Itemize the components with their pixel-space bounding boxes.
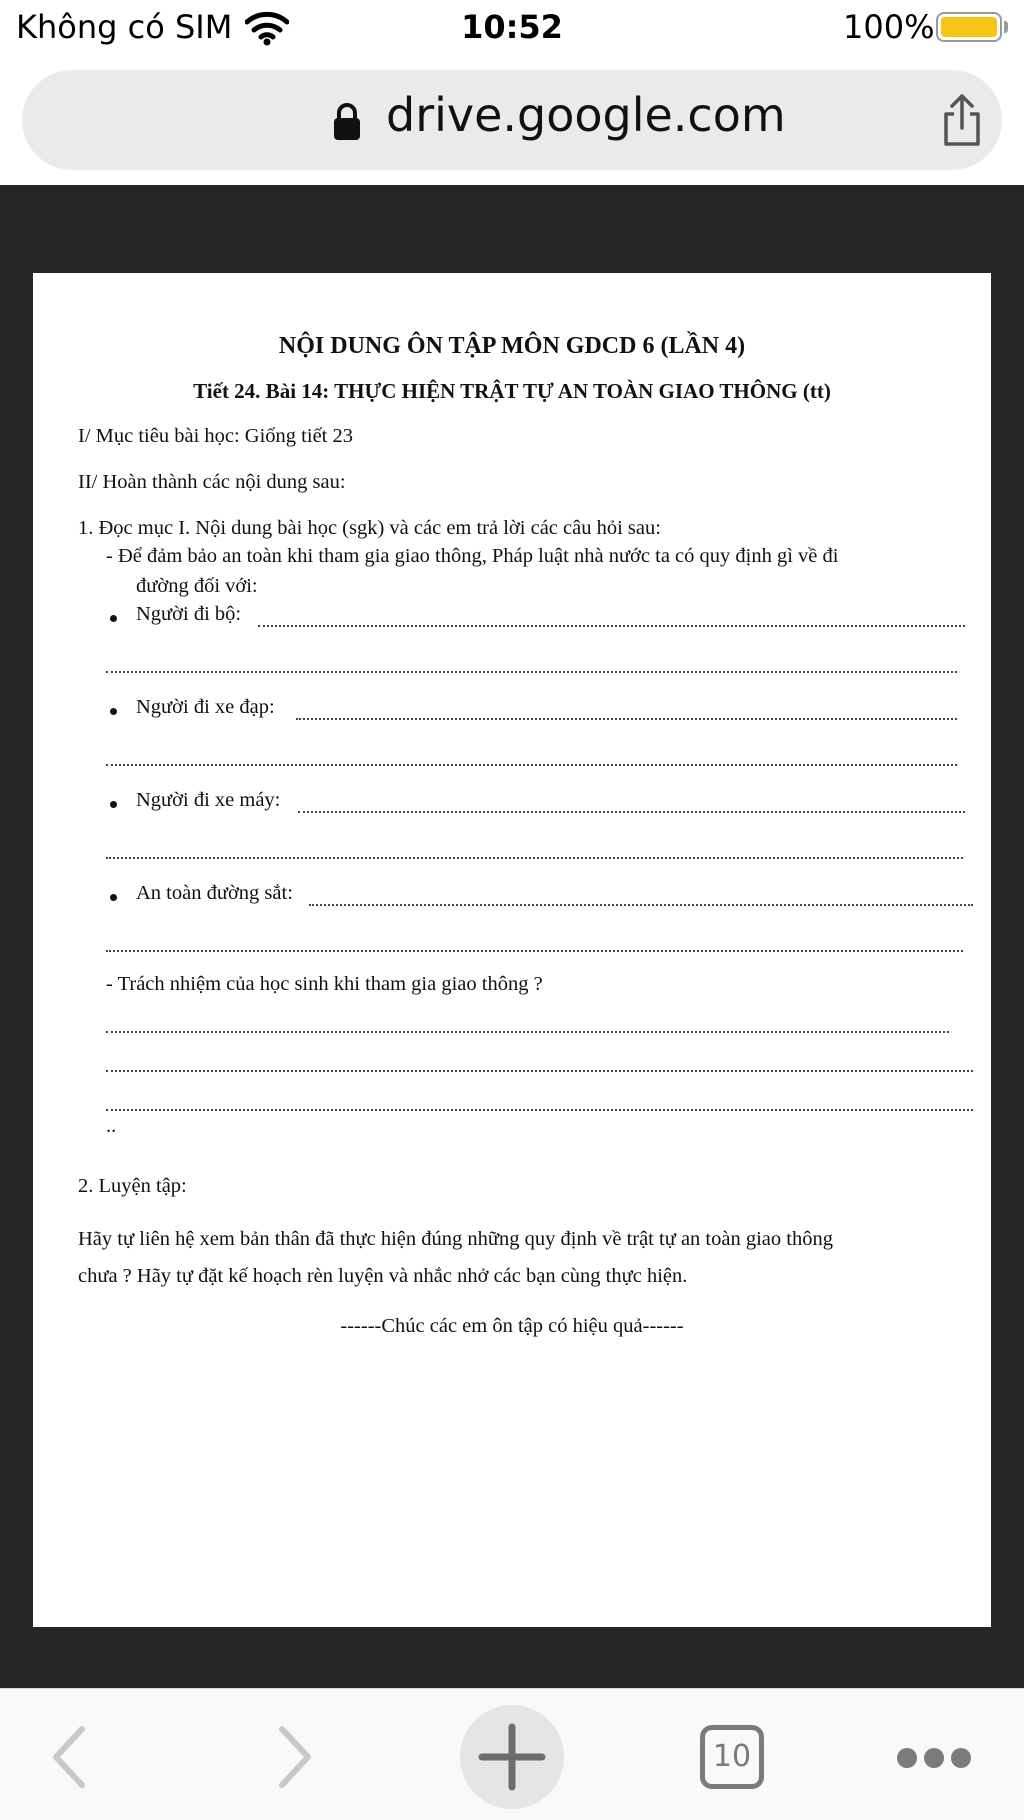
bullet-railway: An toàn đường sắt: (136, 882, 293, 904)
answer-line (106, 764, 957, 766)
chevron-right-icon[interactable] (264, 1721, 320, 1793)
document-subtitle: Tiết 24. Bài 14: THỰC HIỆN TRẬT TỰ AN TOÀN GIAO THÔNG (tt) (193, 379, 831, 403)
answer-line (296, 718, 957, 720)
answer-line (106, 1070, 973, 1072)
new-tab-button[interactable] (460, 1705, 564, 1809)
dash-question-1: - Để đảm bảo an toàn khi tham gia giao thông, Pháp luật nhà nước ta có quy định gì về đi (106, 545, 839, 567)
url-domain[interactable]: drive.google.com (386, 88, 786, 142)
more-dots-icon[interactable] (894, 1745, 974, 1771)
answer-line (106, 1109, 973, 1111)
answer-line (106, 950, 963, 952)
bullet-motorbike: Người đi xe máy: (136, 789, 281, 811)
battery-percent: 100% (843, 8, 935, 46)
carrier-label: Không có SIM (16, 8, 233, 46)
task-item-2: 2. Luyện tập: (78, 1175, 187, 1197)
lock-icon (332, 102, 362, 142)
trailing-dots: .. (106, 1115, 117, 1137)
chevron-left-icon[interactable] (44, 1721, 100, 1793)
dash-question-2: - Trách nhiệm của học sinh khi tham gia giao thông ? (106, 973, 543, 995)
tab-count: 10 (712, 1739, 752, 1774)
practice-line-2: chưa ? Hãy tự đặt kế hoạch rèn luyện và nhắc nhở các bạn cùng thực hiện. (78, 1265, 688, 1287)
document-viewer[interactable] (0, 185, 1024, 1688)
bullet-marker (110, 894, 117, 901)
closing-line: ------Chúc các em ôn tập có hiệu quả------ (340, 1315, 684, 1337)
dash-question-1-cont: đường đối với: (136, 575, 258, 597)
practice-line-1: Hãy tự liên hệ xem bản thân đã thực hiện đúng những quy định về trật tự an toàn giao thông (78, 1228, 833, 1250)
address-bar[interactable] (22, 70, 1002, 170)
bullet-pedestrian: Người đi bộ: (136, 603, 242, 625)
battery-tip (1004, 21, 1008, 33)
battery-icon (936, 12, 1002, 42)
share-icon[interactable] (938, 92, 986, 148)
answer-line (106, 857, 963, 859)
bullet-marker (110, 708, 117, 715)
answer-line (298, 811, 965, 813)
document-title: NỘI DUNG ÔN TẬP MÔN GDCD 6 (LẦN 4) (278, 333, 746, 359)
bullet-bicycle: Người đi xe đạp: (136, 696, 275, 718)
section-objectives: I/ Mục tiêu bài học: Giống tiết 23 (78, 425, 353, 447)
section-tasks: II/ Hoàn thành các nội dung sau: (78, 471, 346, 493)
bullet-marker (110, 615, 117, 622)
bottom-toolbar (0, 1688, 1024, 1820)
answer-line (106, 671, 957, 673)
bullet-marker (110, 801, 117, 808)
battery-fill (941, 17, 997, 37)
document-page (33, 273, 991, 1627)
answer-line (309, 904, 973, 906)
tabs-button[interactable] (700, 1725, 764, 1789)
plus-icon (460, 1705, 564, 1809)
clock: 10:52 (461, 8, 563, 46)
status-bar (0, 0, 1024, 58)
answer-line (258, 625, 965, 627)
task-item-1: 1. Đọc mục I. Nội dung bài học (sgk) và các em trả lời các câu hỏi sau: (78, 517, 661, 539)
answer-line (106, 1031, 949, 1033)
